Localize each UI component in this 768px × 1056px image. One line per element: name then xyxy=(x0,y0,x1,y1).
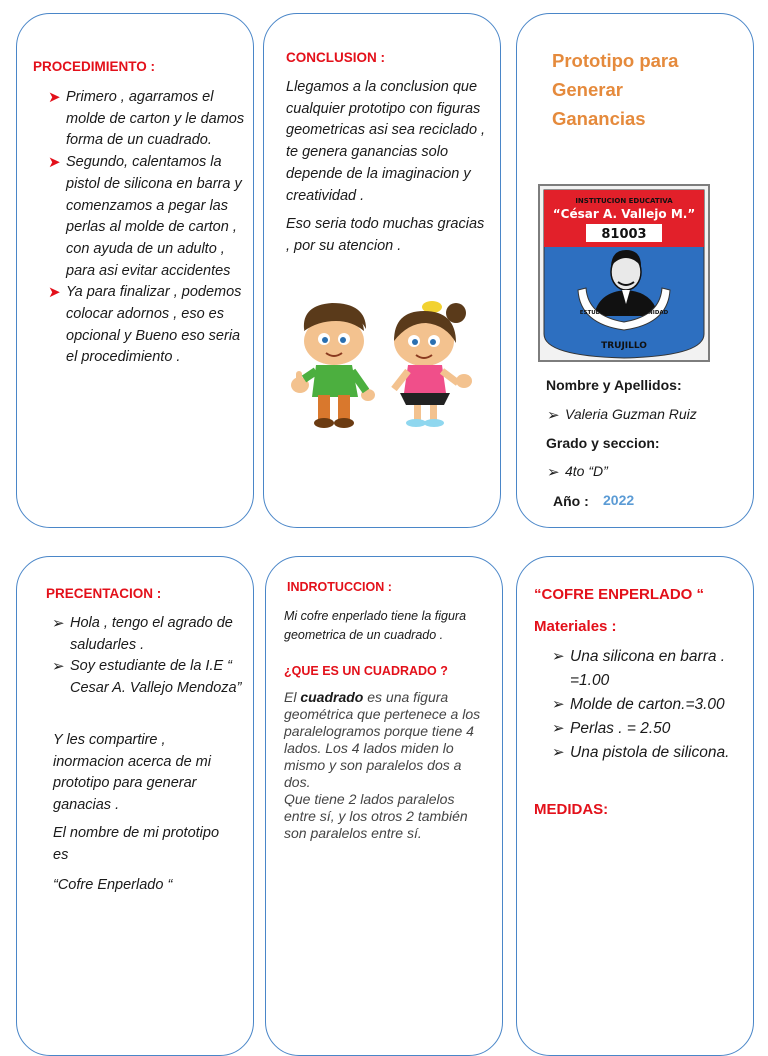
introduccion-text: Mi cofre enperlado tiene la figura geometrica de un cuadrado . xyxy=(284,609,467,642)
kids-illustration xyxy=(286,299,482,429)
prototype-name: “Cofre Enperlado “ xyxy=(53,877,173,893)
grade-label: Grado y seccion: xyxy=(546,435,660,451)
arrow-bullet-icon: ➢ xyxy=(52,615,65,632)
grade-value: 4to “D” xyxy=(565,463,608,479)
material-text: Perlas . = 2.50 xyxy=(570,720,671,737)
arrow-bullet-icon: ➤ xyxy=(48,154,61,172)
thanks-paragraph: Eso seria todo muchas gracias , por su atencion . xyxy=(286,216,485,254)
step-text: Ya para finalizar , podemos colocar adornos , eso es opcional y Bueno eso seria el procedimiento . xyxy=(66,284,242,366)
crest-line1: INSTITUCION EDUCATIVA xyxy=(575,197,673,205)
material-item xyxy=(552,741,747,765)
conclusion-paragraph: Llegamos a la conclusion que cualquier prototipo con figuras geometricas asi sea reciclado , te genera ganancias solo depende de la imaginacion y creatividad . xyxy=(286,79,486,204)
school-crest-image xyxy=(538,184,710,364)
procedimiento-panel xyxy=(16,13,254,528)
material-item xyxy=(552,717,747,741)
year-label: Año : xyxy=(553,493,589,509)
medidas-heading: MEDIDAS: xyxy=(534,801,609,818)
presentacion-text: Soy estudiante de la I.E “ Cesar A. Vallejo Mendoza” xyxy=(70,658,242,697)
conclusion-panel xyxy=(263,13,501,528)
boy-figure xyxy=(291,303,375,428)
girl-figure xyxy=(394,301,472,427)
arrow-bullet-icon: ➢ xyxy=(552,720,565,737)
step-text: Primero , agarramos el molde de carton y le damos forma de un cuadrado. xyxy=(66,89,245,149)
crest-line2: “César A. Vallejo M.” xyxy=(552,207,696,221)
cuadrado-term: cuadrado xyxy=(300,689,364,705)
cover-panel xyxy=(516,13,754,528)
cover-title: Prototipo para Generar Ganancias xyxy=(552,50,679,129)
materiales-panel xyxy=(516,556,754,1056)
conclusion-heading: CONCLUSION : xyxy=(286,50,385,65)
name-value-row xyxy=(547,406,697,422)
presentacion-item xyxy=(52,656,242,699)
crest-motto: ESTUDIO VALOR Y DIGNIDAD xyxy=(579,310,669,316)
procedimiento-heading: PROCEDIMIENTO : xyxy=(33,59,156,74)
name-value: Valeria Guzman Ruiz xyxy=(565,406,697,422)
presentacion-bullets xyxy=(52,613,242,700)
material-text: Una pistola de silicona. xyxy=(570,744,730,761)
presentacion-paragraph: Y les compartire , inormacion acerca de mi prototipo para generar ganacias . xyxy=(53,732,211,814)
step-item xyxy=(48,87,248,152)
arrow-bullet-icon: ➤ xyxy=(48,284,61,302)
materiales-list xyxy=(552,645,747,765)
prototype-name-intro: El nombre de mi prototipo es xyxy=(53,825,220,863)
step-text: Segundo, calentamos la pistol de silicona en barra y comenzamos a pegar las perlas al molde de carton , con ayuda de un adulto , para asi evitar accidentes xyxy=(66,154,242,279)
introduccion-heading: INDROTUCCION : xyxy=(287,580,392,594)
introduccion-panel xyxy=(265,556,503,1056)
product-title: “COFRE ENPERLADO “ xyxy=(534,586,705,603)
materiales-heading: Materiales : xyxy=(534,618,617,635)
arrow-bullet-icon: ➢ xyxy=(552,696,565,713)
material-text: Una silicona en barra . =1.00 xyxy=(570,648,726,689)
presentacion-item xyxy=(52,613,242,656)
crest-city: TRUJILLO xyxy=(601,341,647,351)
cuadrado-definition: El cuadrado es una figura geométrica que pertenece a los paralelogramos porque tiene 4 lados. Los 4 lados miden lo mismo y son paralelos dos a dos. Que tiene 2 lados paralelos entre sí, y los otros 2 también son paralelos entre sí. xyxy=(284,689,481,841)
step-item xyxy=(48,282,248,369)
procedimiento-steps xyxy=(48,87,248,369)
arrow-bullet-icon: ➢ xyxy=(547,407,560,424)
arrow-bullet-icon: ➤ xyxy=(48,89,61,106)
arrow-bullet-icon: ➢ xyxy=(552,744,565,761)
name-label: Nombre y Apellidos: xyxy=(546,377,682,393)
material-item xyxy=(552,693,747,717)
presentacion-heading: PRECENTACION : xyxy=(46,586,162,601)
arrow-bullet-icon: ➢ xyxy=(547,464,560,481)
material-text: Molde de carton.=3.00 xyxy=(570,696,725,713)
year-value: 2022 xyxy=(603,492,635,508)
crest-line3: 81003 xyxy=(601,227,647,242)
arrow-bullet-icon: ➢ xyxy=(52,658,65,676)
presentacion-panel xyxy=(16,556,254,1056)
step-item xyxy=(48,152,248,282)
presentacion-text: Hola , tengo el agrado de saludarles . xyxy=(70,615,233,653)
grade-value-row xyxy=(547,463,608,479)
cuadrado-question: ¿QUE ES UN CUADRADO ? xyxy=(284,664,448,678)
material-item xyxy=(552,645,747,693)
arrow-bullet-icon: ➢ xyxy=(552,648,565,665)
